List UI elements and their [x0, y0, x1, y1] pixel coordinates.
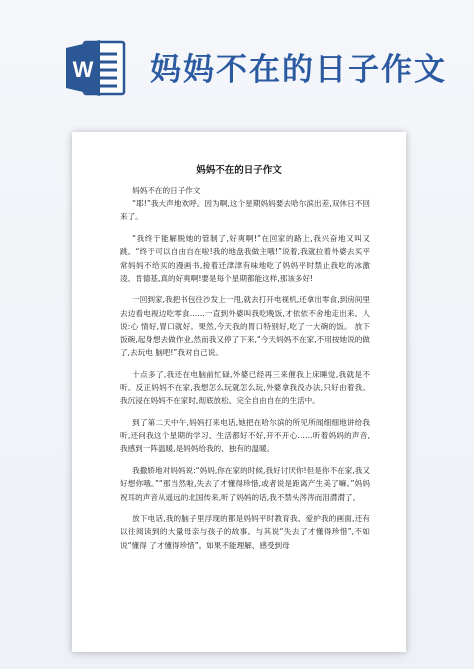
logo-letter: W [72, 57, 94, 82]
document-title: 妈妈不在的日子作文 [196, 165, 282, 176]
paragraph: “耶!”我大声地欢呼。因为啊,这个星期妈妈要去哈尔滨出差,双休日不回来了。 [120, 199, 370, 222]
word-document-icon [62, 34, 130, 102]
page-headline: 妈妈不在的日子作文 [150, 52, 447, 88]
document-body [120, 184, 370, 560]
paragraph: “我终于能解脱她的管制了,好爽啊!”在回家的路上,我兴奋地又叫又跳。“终于可以自由自在啦!我的地盘我做主哦!”说着,我就拉着外婆去买平常妈妈不给买的漫画书,接着迁津津有味地吃了妈妈平时禁止我吃的冰激凌、肯德基,真的好爽啊!要是每个星期都能这样,那该多好! [120, 234, 370, 283]
paragraph: 放下电话,我的脑子里浮现的都是妈妈平时教育我、爱护我的画面,还有以往阅读到的大量母亲与孩子的故事。与其说“失去了才懂得珍惜”,不如说“懂得 了才懂得珍惜”。如果不能理解、感受到母 [120, 514, 370, 550]
document-page [72, 132, 406, 652]
paragraph: 我撒娇地对妈妈说:“妈妈,你在家的时候,我好讨厌你!但是你不在家,我又好想你哦。”“那当然啦,失去了才懂得珍惜,或者说是距离产生美了嘛。”妈妈祝耳的声音从遥远的北国传来,听了妈妈的话,我不禁头涔涔而泪潸潸了。 [120, 466, 370, 502]
paragraph: 一回到家,我把书包往沙发上一甩,就去打开电视机,还拿出零食,到房间里去边看电视边吃零食……一直到外婆叫我吃晚饭,才依依不舍地走出来。人说:心 情好,胃口就好。果然,今天我的胃口特别好,吃了一大碗的饭。 放下饭碗,起身想去做作业,然而我又停了下来,“今天妈妈不在家,不用按她说的做了,去玩电 脑吧!”我对自己说。 [120, 295, 370, 358]
paragraph-subtitle: 妈妈不在的日子作文 [132, 186, 201, 195]
paragraph: 十点多了,我还在电脑前忙碌,外婆已经再三来催我上床睡觉,我就是不听。反正妈妈不在家,我想怎么玩就怎么玩,外婆拿我没办法,只好由着我。我沉浸在妈妈不在家时,彻底放松、完全自由自在的生活中。 [120, 369, 370, 406]
paragraph: 到了第二天中午,妈妈打来电话,她把在哈尔滨的所见所闻细细地讲给我听,还问我这个星期的学习、生活都好不好,开不开心……听着妈妈的声音,我感到一阵温暖,是妈妈给我的、独有的温暖。 [120, 418, 370, 454]
